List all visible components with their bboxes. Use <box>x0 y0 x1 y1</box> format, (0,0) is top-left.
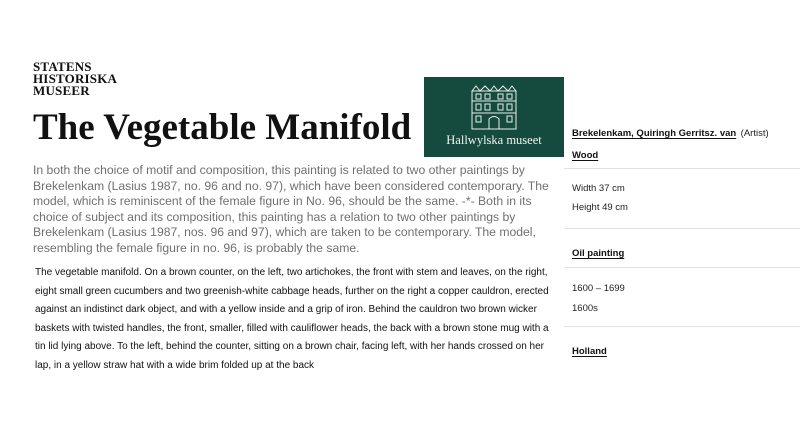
facts-dimensions <box>564 169 800 229</box>
museum-badge-label: Hallwylska museet <box>446 133 542 147</box>
facts-dating <box>564 268 800 327</box>
artist-line <box>572 126 800 140</box>
date-range: 1600 – 1699 <box>572 283 625 294</box>
technique-link[interactable]: Oil painting <box>572 248 625 259</box>
artwork-lead-text: In both the choice of motif and composition, this painting is related to two other paintings by Brekelenkam (Lasius 1987, no. 96 and no. 97), which have been considered contemporary. The model, which is reminiscent of the female figure in No. 96, should be the same. -*- Both in its choice of subject and its composition, this painting has a relation to two other paintings by Brekelenkam (Lasius 1987, nos. 96 and 97), which are taken to be contemporary. The model, resembling the female figure in no. 96, is probably the same. <box>33 163 549 255</box>
logo-line: MUSEER <box>33 83 90 98</box>
statens-historiska-museer-logo[interactable] <box>33 61 117 97</box>
height-value: Height 49 cm <box>572 202 628 213</box>
decade-value: 1600s <box>572 303 598 314</box>
artwork-title: The Vegetable Manifold <box>33 107 412 148</box>
facts-technique <box>564 229 800 268</box>
museum-building-icon <box>469 83 519 131</box>
facts-artist-material <box>564 117 800 169</box>
facts-place <box>564 327 800 365</box>
artwork-facts-sidebar <box>564 117 800 365</box>
artist-link[interactable]: Brekelenkam, Quiringh Gerritsz. van <box>572 128 737 139</box>
artwork-description: The vegetable manifold. On a brown counter, on the left, two artichokes, the front with stem and leaves, on the right, eight small green cucumbers and two greenish-white cabbage heads, further on the right a copper cauldron, erected against an indistinct dark object, and with a yellow inside and a grip of iron. Behind the cauldron two brown wicker baskets with twisted handles, the front, smaller, filled with cauliflower heads, the back with a brown stone mug with a tin lid lying above. To the left, behind the counter, sitting on a brown chair, facing left, with her hands crossed on her lap, in a yellow straw hat with a wide brim folded up at the back <box>35 267 549 371</box>
hallwylska-museet-badge[interactable] <box>424 77 564 157</box>
logo-line: STATENS <box>33 59 92 74</box>
artist-role: (Artist) <box>740 128 769 139</box>
material-line <box>572 148 800 162</box>
place-link[interactable]: Holland <box>572 346 607 357</box>
logo-line: HISTORISKA <box>33 71 118 86</box>
material-link[interactable]: Wood <box>572 150 599 161</box>
width-value: Width 37 cm <box>572 183 625 194</box>
